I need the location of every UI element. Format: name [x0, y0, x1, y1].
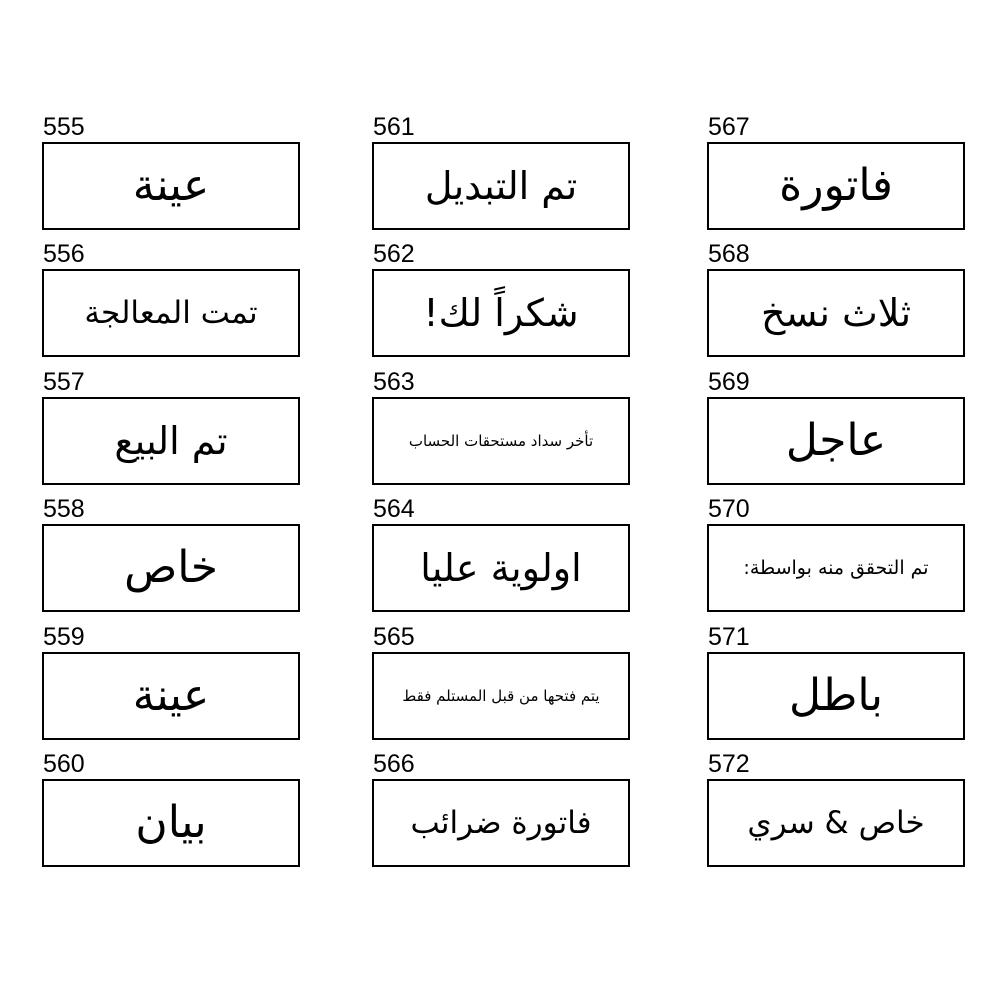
stamp-box: [42, 779, 300, 867]
stamp-number: 567: [708, 113, 750, 141]
stamp-label: تأخر سداد مستحقات الحساب: [408, 431, 594, 450]
stamp-label: خاص & سري: [747, 804, 925, 841]
stamp-box: [372, 652, 630, 740]
stamp-label: ثلاث نسخ: [760, 291, 912, 335]
stamp-label: فاتورة: [779, 160, 893, 211]
stamp-number: 563: [373, 368, 415, 396]
stamp-label: تمت المعالجة: [84, 294, 258, 331]
stamp-label: يتم فتحها من قبل المستلم فقط: [402, 686, 600, 705]
stamp-box: [42, 524, 300, 612]
stamp-box: [372, 142, 630, 230]
stamp-number: 559: [43, 623, 85, 651]
stamp-number: 569: [708, 368, 750, 396]
stamp-box: [707, 652, 965, 740]
stamp-box: [42, 142, 300, 230]
stamp-number: 572: [708, 750, 750, 778]
stamp-label: شكراً لك!: [423, 291, 579, 335]
stamp-label: عينة: [132, 160, 210, 211]
stamp-number: 557: [43, 368, 85, 396]
stamp-number: 568: [708, 240, 750, 268]
stamp-label: عاجل: [785, 415, 887, 466]
stamp-label: اولوية عليا: [420, 546, 582, 590]
stamp-number: 556: [43, 240, 85, 268]
stamp-box: [372, 524, 630, 612]
stamp-label: تم التحقق منه بواسطة:: [743, 556, 929, 579]
stamp-number: 564: [373, 495, 415, 523]
stamp-box: [707, 779, 965, 867]
stamp-number: 555: [43, 113, 85, 141]
stamp-label: تم البيع: [114, 419, 228, 463]
stamp-label: تم التبديل: [424, 164, 578, 208]
stamp-number: 570: [708, 495, 750, 523]
stamp-box: [707, 524, 965, 612]
stamp-box: [372, 269, 630, 357]
stamp-box: [707, 397, 965, 485]
stamp-number: 571: [708, 623, 750, 651]
stamp-box: [372, 397, 630, 485]
stamp-box: [707, 142, 965, 230]
stamp-label: فاتورة ضرائب: [410, 804, 592, 841]
stamp-label: عينة: [132, 670, 210, 721]
stamp-label: خاص: [124, 542, 218, 593]
stamp-number: 560: [43, 750, 85, 778]
stamp-box: [372, 779, 630, 867]
stamp-number: 565: [373, 623, 415, 651]
stamp-label: باطل: [789, 670, 883, 721]
stamp-box: [707, 269, 965, 357]
stamp-box: [42, 269, 300, 357]
stamp-number: 561: [373, 113, 415, 141]
stamp-box: [42, 397, 300, 485]
stamp-label: بيان: [135, 797, 207, 848]
stamp-number: 566: [373, 750, 415, 778]
stamp-number: 558: [43, 495, 85, 523]
stamp-box: [42, 652, 300, 740]
stamp-number: 562: [373, 240, 415, 268]
